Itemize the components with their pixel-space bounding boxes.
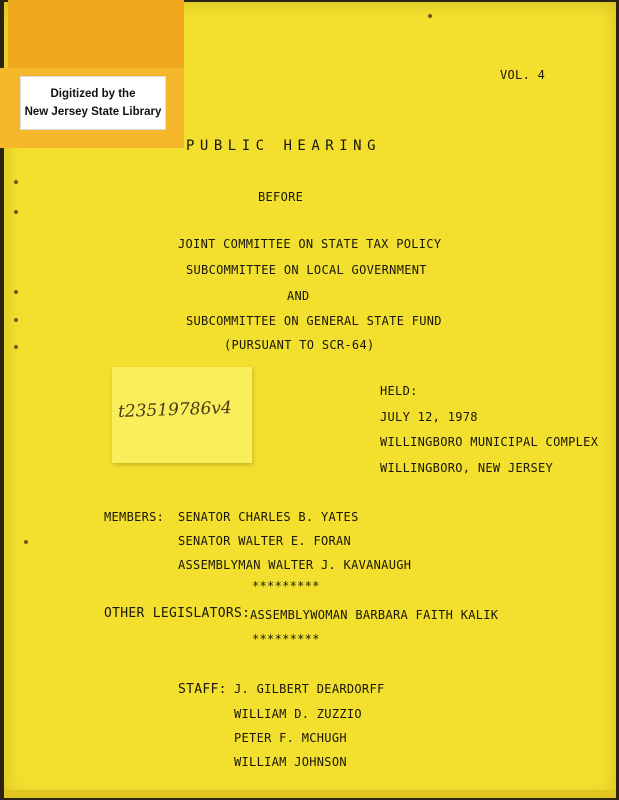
held-date: JULY 12, 1978: [380, 410, 478, 424]
staff-name: WILLIAM D. ZUZZIO: [234, 707, 362, 721]
pursuant-note: (PURSUANT TO SCR-64): [224, 338, 375, 352]
punch-hole: [428, 14, 432, 18]
member-name: SENATOR WALTER E. FORAN: [178, 534, 352, 548]
committee-and: AND: [287, 289, 310, 303]
sticky-note-text: t23519786v4: [117, 398, 233, 422]
library-label-line1: Digitized by the: [50, 88, 136, 100]
punch-hole: [14, 345, 18, 349]
library-label-line2: New Jersey State Library: [24, 106, 162, 118]
punch-hole: [14, 318, 18, 322]
before-label: BEFORE: [258, 190, 304, 204]
punch-hole: [14, 290, 18, 294]
punch-hole: [14, 180, 18, 184]
volume-number: VOL. 4: [500, 68, 546, 82]
other-legislators-label: OTHER LEGISLATORS:: [104, 606, 251, 621]
staff-label: STAFF:: [178, 682, 227, 697]
held-city: WILLINGBORO, NEW JERSEY: [380, 461, 554, 475]
orange-edge-tab: [8, 0, 184, 68]
held-label: HELD:: [380, 384, 418, 398]
punch-hole: [24, 540, 28, 544]
member-name: SENATOR CHARLES B. YATES: [178, 510, 359, 524]
held-place: WILLINGBORO MUNICIPAL COMPLEX: [380, 435, 599, 449]
separator: *********: [252, 579, 320, 593]
page-bottom-edge: [4, 790, 616, 798]
other-legislator-name: ASSEMBLYWOMAN BARBARA FAITH KALIK: [250, 608, 499, 622]
committee-line-3: SUBCOMMITTEE ON GENERAL STATE FUND: [186, 314, 442, 328]
staff-name: WILLIAM JOHNSON: [234, 755, 347, 769]
punch-hole: [14, 210, 18, 214]
library-label: [20, 76, 166, 130]
staff-name: J. GILBERT DEARDORFF: [234, 682, 385, 696]
document-title: PUBLIC HEARING: [186, 138, 382, 154]
members-label: MEMBERS:: [104, 510, 165, 524]
member-name: ASSEMBLYMAN WALTER J. KAVANAUGH: [178, 558, 412, 572]
staff-name: PETER F. MCHUGH: [234, 731, 347, 745]
separator: *********: [252, 632, 320, 646]
committee-line-2: SUBCOMMITTEE ON LOCAL GOVERNMENT: [186, 263, 427, 277]
committee-line-1: JOINT COMMITTEE ON STATE TAX POLICY: [178, 237, 442, 251]
